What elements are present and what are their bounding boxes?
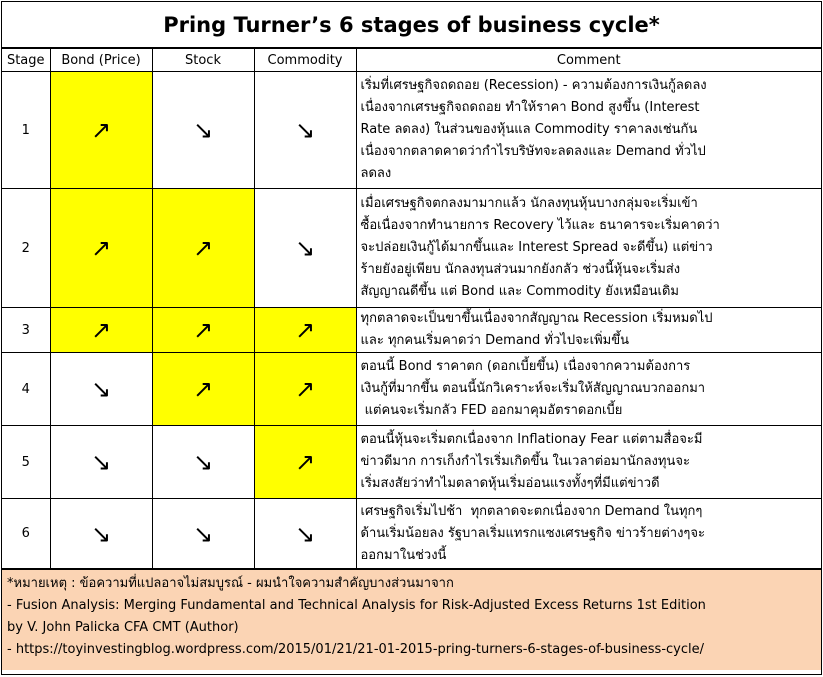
header-stage: Stage — [2, 49, 50, 72]
stage-number: 5 — [2, 426, 50, 499]
stock-cell — [152, 189, 254, 308]
comment-line: เศรษฐกิจเริ่มไปช้า ทุกตลาดจะตกเนื่องจาก Demand ในทุกๆ — [360, 503, 703, 519]
comment-line: ตอนนี้หุ้นจะเริ่มตกเนื่องจาก Inflationay Fear แต่ตามสื่อจะมี — [360, 432, 703, 447]
arrow-down-right-icon: ↘ — [294, 234, 316, 262]
comment-cell — [356, 426, 821, 499]
header-bond: Bond (Price) — [50, 49, 152, 72]
arrow-down-right-icon: ↘ — [192, 116, 214, 144]
arrow-down-right-icon: ↘ — [294, 116, 316, 144]
arrow-down-right-icon: ↘ — [90, 519, 112, 548]
comment-line: เงินกู้ที่มากขึ้น ตอนนี้นักวิเคราะห์จะเริ่มให้สัญญาณบวกออกมา — [360, 381, 706, 396]
comment-cell — [356, 499, 821, 569]
stock-cell — [152, 499, 254, 569]
comment-line: เมื่อเศรษฐกิจตกลงมามากแล้ว นักลงทุนหุ้นบางกลุ่มจะเริ่มเข้า — [360, 196, 698, 211]
footnote-line: - Fusion Analysis: Merging Fundamental and Technical Analysis for Risk-Adjusted Excess Returns 1st Edition — [7, 598, 706, 613]
arrow-up-right-icon: ↗ — [192, 375, 214, 403]
bond-cell — [50, 353, 152, 426]
arrow-up-right-icon: ↗ — [294, 316, 316, 344]
footnote — [2, 569, 821, 670]
comment-line: ออกมาในช่วงนี้ — [360, 547, 447, 563]
arrow-down-right-icon: ↘ — [294, 519, 316, 548]
comment-line: เริ่มที่เศรษฐกิจถดถอย (Recession) - ความต้องการเงินกู้ลดลง — [360, 78, 707, 93]
comment-line: เนื่องจากตลาดคาดว่ากำไรบริษัทจะลดลงและ Demand ทั่วไป — [360, 144, 706, 159]
commodity-cell — [254, 499, 356, 569]
stage-number: 3 — [2, 308, 50, 353]
header-commodity: Commodity — [254, 49, 356, 72]
header-comment: Comment — [356, 49, 821, 72]
comment-line: ลดลง — [360, 166, 392, 181]
spreadsheet — [1, 1, 822, 675]
footnote-line: by V. John Palicka CFA CMT (Author) — [7, 620, 239, 635]
arrow-down-right-icon: ↘ — [90, 375, 112, 403]
stages-table — [2, 48, 821, 569]
table-row — [2, 426, 821, 499]
bond-cell — [50, 499, 152, 569]
arrow-up-right-icon: ↗ — [192, 234, 214, 262]
comment-line: ด้านเริ่มน้อยลง รัฐบาลเริ่มแทรกแซงเศรษฐกิจ ข่าวร้ายต่างๆจะ — [360, 525, 705, 541]
footnote-line: *หมายเหตุ : ข้อความที่แปลอาจไม่สมบูรณ์ - ผมนำใจความสำคัญบางส่วนมาจาก — [7, 576, 454, 591]
comment-line: ทุกตลาดจะเป็นขาขึ้นเนื่องจากสัญญาณ Recession เริ่มหมดไป — [360, 311, 713, 326]
commodity-cell — [254, 353, 356, 426]
commodity-cell — [254, 189, 356, 308]
stock-cell — [152, 72, 254, 189]
comment-cell — [356, 308, 821, 353]
stage-number: 2 — [2, 189, 50, 308]
comment-cell — [356, 353, 821, 426]
comment-line: ตอนนี้ Bond ราคาตก (ดอกเบี้ยขึ้น) เนื่องจากความต้องการ — [360, 359, 691, 374]
stage-number: 4 — [2, 353, 50, 426]
commodity-cell — [254, 426, 356, 499]
page-title: Pring Turner’s 6 stages of business cycle* — [2, 2, 821, 48]
footnote-line: - https://toyinvestingblog.wordpress.com/2015/01/21/21-01-2015-pring-turners-6-stages-of-business-cycle/ — [7, 642, 704, 657]
header-row — [2, 49, 821, 72]
arrow-down-right-icon: ↘ — [192, 519, 214, 548]
bond-cell — [50, 72, 152, 189]
bond-cell — [50, 426, 152, 499]
stock-cell — [152, 426, 254, 499]
commodity-cell — [254, 308, 356, 353]
table-row — [2, 353, 821, 426]
comment-line: ซื้อเนื่องจากทำนายการ Recovery ไว้และ ธนาคารจะเริ่มคาดว่า — [360, 218, 720, 233]
table-row — [2, 72, 821, 189]
arrow-down-right-icon: ↘ — [90, 448, 112, 476]
comment-cell — [356, 72, 821, 189]
arrow-up-right-icon: ↗ — [294, 375, 316, 403]
bond-cell — [50, 308, 152, 353]
stock-cell — [152, 353, 254, 426]
comment-line: แต่คนจะเริ่มกลัว FED ออกมาคุมอัตราดอกเบี้ย — [360, 403, 623, 418]
arrow-up-right-icon: ↗ — [90, 316, 112, 344]
comment-line: เนื่องจากเศรษฐกิจถดถอย ทำให้ราคา Bond สูงขึ้น (Interest — [360, 100, 700, 115]
stage-number: 6 — [2, 499, 50, 569]
table-row — [2, 189, 821, 308]
arrow-down-right-icon: ↘ — [192, 448, 214, 476]
table-row — [2, 308, 821, 353]
comment-line: Rate ลดลง) ในส่วนของหุ้นแล Commodity ราคาลงเช่นกัน — [360, 122, 698, 137]
arrow-up-right-icon: ↗ — [192, 316, 214, 344]
comment-line: ข่าวดีมาก การเก็งกำไรเริ่มเกิดขึ้น ในเวลาต่อมานักลงทุนจะ — [360, 454, 690, 469]
bond-cell — [50, 189, 152, 308]
arrow-up-right-icon: ↗ — [90, 116, 112, 144]
comment-line: ร้ายยังอยู่เพียบ นักลงทุนส่วนมากยังกลัว ช่วงนี้หุ้นจะเริ่มส่ง — [360, 262, 681, 277]
header-stock: Stock — [152, 49, 254, 72]
arrow-up-right-icon: ↗ — [294, 448, 316, 476]
comment-line: สัญญาณดีขึ้น แต่ Bond และ Commodity ยังเหมือนเดิม — [360, 284, 679, 299]
comment-line: จะปล่อยเงินกู้ได้มากขึ้นและ Interest Spread จะดีขึ้น) แต่ข่าว — [360, 240, 713, 255]
table-body — [2, 72, 821, 569]
comment-line: เริ่มสงสัยว่าทำไมตลาดหุ้นเริ่มอ่อนแรงทั้งๆที่มีแต่ข่าวดี — [360, 476, 660, 491]
table-row — [2, 499, 821, 569]
comment-line: และ ทุกคนเริ่มคาดว่า Demand ทั่วไปจะเพิ่มขึ้น — [360, 333, 630, 348]
stage-number: 1 — [2, 72, 50, 189]
comment-cell — [356, 189, 821, 308]
stock-cell — [152, 308, 254, 353]
arrow-up-right-icon: ↗ — [90, 234, 112, 262]
commodity-cell — [254, 72, 356, 189]
